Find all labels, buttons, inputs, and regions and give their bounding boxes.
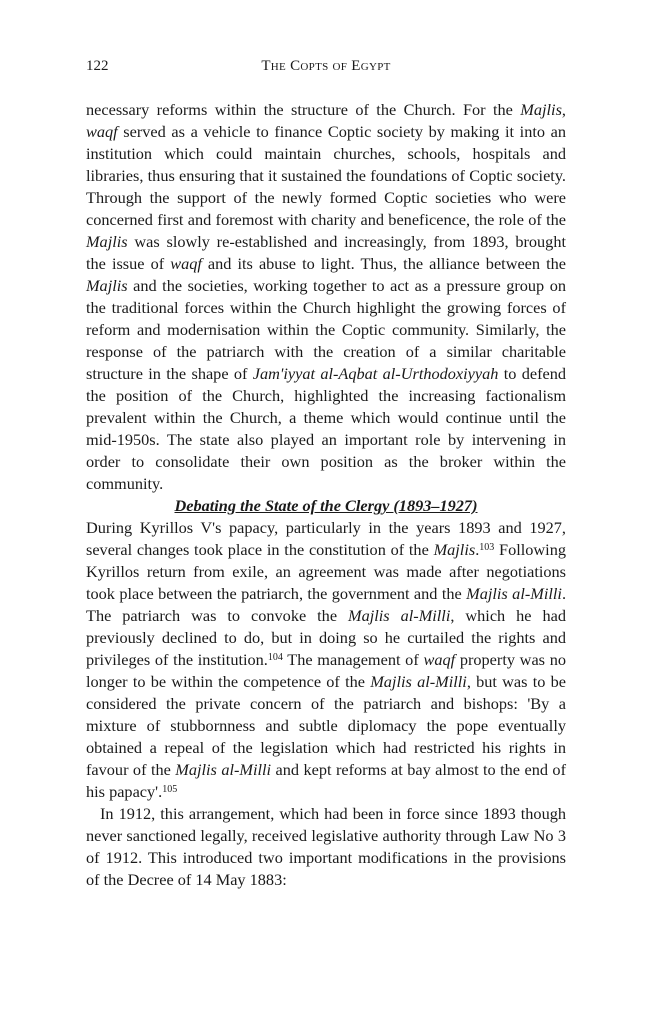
- paragraph-2: [86, 517, 566, 803]
- text-run: and its abuse to light. Thus, the alliance between the: [201, 254, 566, 273]
- paragraph-3: In 1912, this arrangement, which had been in force since 1893 though never sanctioned legally, received legislative authority through Law No 3 of 1912. This introduced two important modifications in the provisions of the Decree of 14 May 1883:: [86, 804, 566, 889]
- italic-term: waqf: [423, 650, 456, 669]
- italic-term: Majlis: [86, 276, 128, 295]
- italic-term: Majlis al-Milli: [466, 584, 562, 603]
- italic-term: Majlis al-Milli: [175, 760, 272, 779]
- text-run: The management of: [282, 650, 424, 669]
- text-run: and the societies, working together to act as a pressure group on the traditional forces within the Church highlight the growing forces of reform and modernisation within the Coptic community. Similarly, the response of the patriarch with the creation of a similar charitable structure in the shape of: [86, 276, 566, 383]
- italic-term: Majlis: [86, 232, 128, 251]
- italic-term: Jam'iyyat al-Aqbat al-Urthodoxiyyah: [252, 364, 499, 383]
- italic-term: Majlis al-Milli: [370, 672, 467, 691]
- text-run: served as a vehicle to finance Coptic society by making it into an institution which could maintain churches, schools, hospitals and libraries, thus ensuring that it sustained the foundations of Coptic society. Through the support of the newly formed Coptic societies who were concerned first and foremost with charity and beneficence, the role of the: [86, 122, 566, 229]
- text-run: ,: [561, 100, 566, 119]
- text-run: , but was to be considered the private concern of the patriarch and bishops: 'By a mixture of stubbornness and subtle diplomacy the pope eventually obtained a repeal of the legislation which had restricted his rights in favour of the: [86, 672, 566, 779]
- italic-term: Majlis: [520, 100, 562, 119]
- running-title: The Copts of Egypt: [261, 58, 391, 74]
- italic-term: waqf: [86, 122, 118, 141]
- page-header: [86, 58, 566, 80]
- text-run: property was no longer to be within the competence of the: [86, 650, 566, 691]
- page-number: 122: [86, 58, 109, 74]
- footnote-ref: 104: [267, 652, 283, 663]
- text-run: and kept reforms at bay almost to the end of his papacy'.: [86, 760, 566, 801]
- section-heading: Debating the State of the Clergy (1893–1927): [174, 496, 478, 515]
- text-run: Following Kyrillos return from exile, an agreement was made after negotiations took place between the patriarch, the government and the: [86, 540, 566, 603]
- italic-term: waqf: [170, 254, 202, 273]
- text-run: . The patriarch was to convoke the: [86, 584, 567, 625]
- text-run: was slowly re-established and increasingly, from 1893, brought the issue of: [86, 232, 566, 273]
- italic-term: Majlis al-Milli: [348, 606, 451, 625]
- italic-term: Majlis: [433, 540, 476, 559]
- text-run: , which he had previously declined to do, but in doing so he curtailed the rights and privileges of the institution.: [86, 606, 567, 669]
- text-run: During Kyrillos V's papacy, particularly in the years 1893 and 1927, several changes took place in the constitution of the: [86, 518, 566, 559]
- paragraph-1: [86, 99, 566, 495]
- text-run: .: [475, 540, 480, 559]
- footnote-ref: 103: [479, 542, 495, 553]
- text-run: necessary reforms within the structure of the Church. For the: [86, 100, 521, 119]
- text-run: to defend the position of the Church, highlighted the increasing factionalism prevalent within the Church, a theme which would continue until the mid-1950s. The state also played an important role by intervening in order to consolidate their own position as the broker within the community.: [86, 364, 566, 493]
- body-text: [86, 99, 566, 891]
- footnote-ref: 105: [162, 784, 178, 795]
